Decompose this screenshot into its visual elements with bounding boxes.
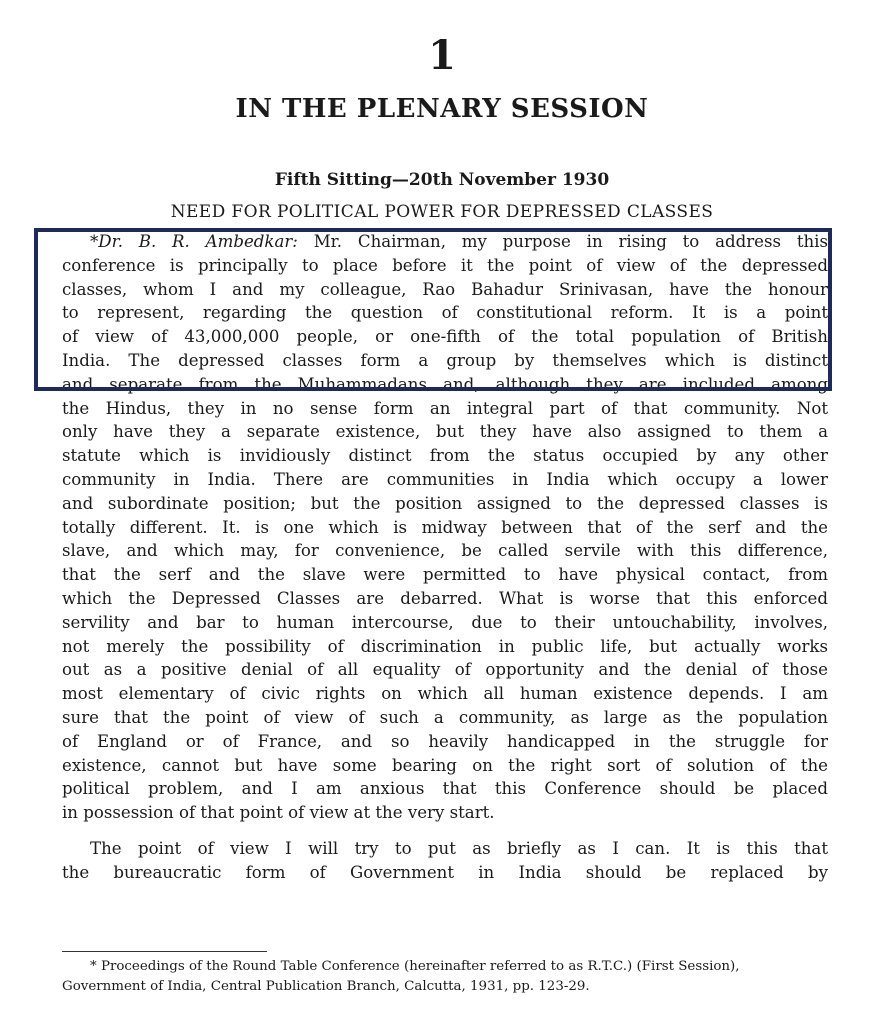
paragraph-1-line: of view of 43,000,000 people, or one-fifth of the total population of British: [62, 327, 828, 347]
paragraph-1-line: of England or of France, and so heavily handicapped in the struggle for: [62, 731, 828, 751]
footnote-line: Government of India, Central Publication Branch, Calcutta, 1931, pp. 123-29.: [62, 979, 590, 994]
body-text: [62, 230, 828, 885]
paragraph-1-line: sure that the point of view of such a community, as large as the population: [62, 707, 828, 727]
paragraph-1-line: statute which is invidiously distinct from the status occupied by any other: [62, 446, 828, 466]
footnote-line: * Proceedings of the Round Table Conference (hereinafter referred to as R.T.C.) (First Session),: [90, 959, 740, 974]
paragraph-1-line: servility and bar to human intercourse, due to their untouchability, involves,: [62, 612, 828, 632]
paragraph-1-line: to represent, regarding the question of constitutional reform. It is a point: [62, 303, 828, 323]
paragraph-1-line: that the serf and the slave were permitted to have physical contact, from: [62, 565, 828, 585]
footnote: [62, 957, 828, 997]
paragraph-1-line: in possession of that point of view at the very start.: [62, 803, 495, 823]
paragraph-1-line: which the Depressed Classes are debarred. What is worse that this enforced: [62, 588, 828, 608]
paragraph-1-line: not merely the possibility of discrimination in public life, but actually works: [62, 636, 828, 656]
paragraph-1-line: totally different. It. is one which is midway between that of the serf and the: [62, 517, 828, 537]
paragraph-1-line: political problem, and I am anxious that this Conference should be placed: [62, 779, 828, 799]
paragraph-1-line: most elementary of civic rights on which all human existence depends. I am: [62, 684, 828, 704]
paragraph-1-line: classes, whom I and my colleague, Rao Bahadur Srinivasan, have the honour: [62, 279, 828, 299]
paragraph-1-line: slave, and which may, for convenience, be called servile with this difference,: [62, 541, 828, 561]
speaker-name: *Dr. B. R. Ambedkar:: [90, 232, 298, 251]
chapter-number: 1: [428, 32, 456, 79]
paragraph-2-line: the bureaucratic form of Government in India should be replaced by: [62, 862, 828, 882]
section-heading: NEED FOR POLITICAL POWER FOR DEPRESSED CLASSES: [170, 202, 714, 222]
paragraph-2-line: The point of view I will try to put as briefly as I can. It is this that: [90, 838, 828, 858]
footnote-divider: [62, 951, 267, 952]
paragraph-1-line: only have they a separate existence, but they have also assigned to them a: [62, 422, 828, 442]
chapter-title: IN THE PLENARY SESSION: [235, 94, 649, 124]
paragraph-gap: [62, 825, 828, 837]
paragraph-1-line: conference is principally to place before it the point of view of the depressed: [62, 255, 828, 275]
paragraph-1-line: out as a positive denial of all equality of opportunity and the denial of those: [62, 660, 828, 680]
paragraph-1-line: the Hindus, they in no sense form an integral part of that community. Not: [62, 398, 828, 418]
paragraph-1-line: and subordinate position; but the position assigned to the depressed classes is: [62, 493, 828, 513]
paragraph-1-line: and separate from the Muhammadans and, although they are included among: [62, 374, 828, 394]
paragraph-1-line: India. The depressed classes form a group by themselves which is distinct: [62, 350, 828, 370]
paragraph-1-line: community in India. There are communities in India which occupy a lower: [62, 469, 828, 489]
paragraph-1-line: *Dr. B. R. Ambedkar: Mr. Chairman, my purpose in rising to address this: [90, 232, 828, 251]
paragraph-1-line: existence, cannot but have some bearing on the right sort of solution of the: [62, 755, 828, 775]
sitting-date-heading: Fifth Sitting—20th November 1930: [274, 170, 610, 190]
